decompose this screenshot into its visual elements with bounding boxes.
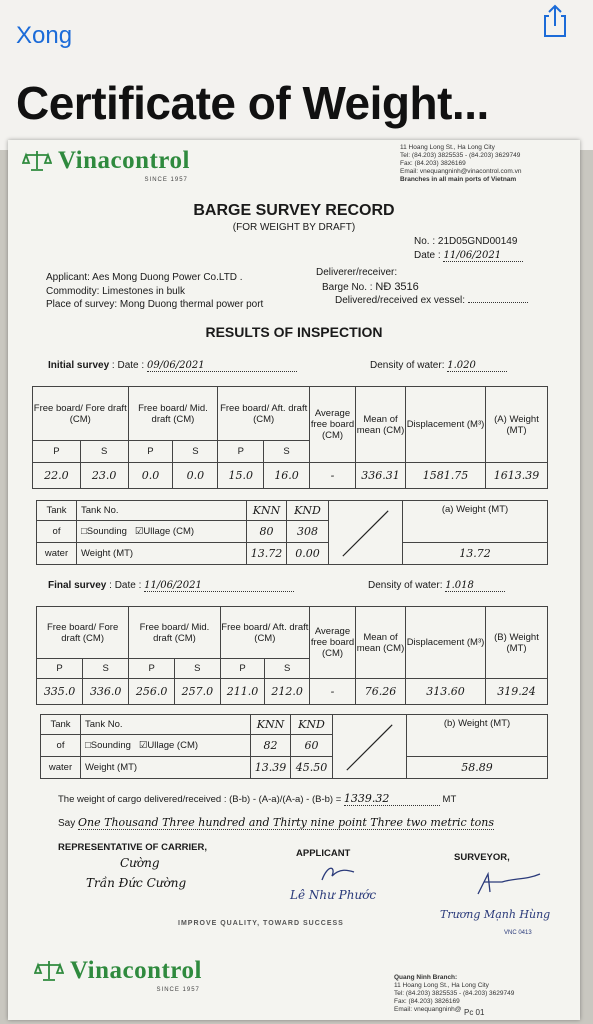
ullage-label: Ullage (CM) <box>143 526 195 537</box>
value-cell: 16.0 <box>264 463 310 489</box>
final-density-value: 1.018 <box>445 580 505 592</box>
address-line: Fax: (84.203) 3826169 <box>394 998 460 1005</box>
initial-tank-table <box>36 500 548 565</box>
address-line: Email: vnequangninh@ <box>394 1006 462 1013</box>
tank-weight-label: Weight (MT) <box>77 543 247 565</box>
final-tank-table <box>40 714 548 779</box>
final-date-value: 11/06/2021 <box>144 580 294 592</box>
ps-cell: P <box>129 659 175 679</box>
value-cell: 1613.39 <box>486 463 548 489</box>
surveyor-code: VNC 0413 <box>504 930 532 936</box>
scale-icon <box>34 959 64 983</box>
ullage-value: 80 <box>247 521 287 543</box>
header-cell: (B) Weight (MT) <box>486 607 548 679</box>
initial-label: Initial survey <box>48 360 110 371</box>
slash-mark <box>333 715 406 778</box>
final-date-label: : Date : <box>109 580 142 591</box>
share-icon[interactable] <box>539 4 571 38</box>
initial-survey-line <box>48 360 297 372</box>
tank-water-label: water <box>37 543 77 565</box>
value-cell: 212.0 <box>265 679 310 705</box>
value-cell: 257.0 <box>174 679 220 705</box>
value-cell: 15.0 <box>218 463 264 489</box>
place-of-survey: Place of survey: Mong Duong thermal power port <box>46 299 264 310</box>
value-cell: 336.31 <box>356 463 406 489</box>
say-text: One Thousand Three hundred and Thirty nine point Three two metric tons <box>78 816 494 829</box>
crossed-cell <box>333 715 407 779</box>
sounding-ullage-row <box>77 521 247 543</box>
value-cell: 336.0 <box>83 679 129 705</box>
cargo-weight-line <box>58 792 456 806</box>
brand-name: Vinacontrol <box>58 147 190 174</box>
initial-density-value: 1.020 <box>447 360 507 372</box>
say-line <box>58 816 494 830</box>
value-cell: 0.0 <box>173 463 218 489</box>
header-cell: Free board/ Fore draft (CM) <box>37 607 129 659</box>
barge-label: Barge No. : <box>322 282 373 293</box>
tank-no-label: Tank No. <box>81 715 251 735</box>
initial-draft-table <box>32 386 548 489</box>
value-cell: 211.0 <box>220 679 265 705</box>
record-title: BARGE SURVEY RECORD <box>193 202 395 219</box>
value-cell: 1581.75 <box>406 463 486 489</box>
commodity: Commodity: Limestones in bulk <box>46 286 185 297</box>
ps-cell: P <box>37 659 83 679</box>
delivered-ex-blank <box>468 302 528 303</box>
initial-date-value: 09/06/2021 <box>147 360 297 372</box>
footer-branch: Quang Ninh Branch: <box>394 974 458 981</box>
applicant: Applicant: Aes Mong Duong Power Co.LTD . <box>46 272 243 283</box>
page-title: Certificate of Weight... <box>16 77 489 129</box>
footer-since: SINCE 1957 <box>156 987 200 993</box>
certificate-document <box>8 140 580 1020</box>
header-cell: Free board/ Mid. draft (CM) <box>129 607 220 659</box>
record-date-value: 11/06/2021 <box>443 250 523 262</box>
final-density-label: Density of water: <box>368 580 443 591</box>
surveyor-signature-mark <box>474 868 544 898</box>
record-no-label: No. : <box>414 236 436 247</box>
header-cell: Free board/ Aft. draft (CM) <box>220 607 309 659</box>
sounding-label: Sounding <box>86 526 127 537</box>
header-cell: Free board/ Mid. draft (CM) <box>128 387 218 441</box>
ps-cell: S <box>265 659 310 679</box>
address-line: Fax: (84.203) 3826169 <box>400 160 466 167</box>
tank-col1: KNN <box>247 501 287 521</box>
header-cell: Free board/ Fore draft (CM) <box>33 387 129 441</box>
cargo-weight-value: 1339.32 <box>344 792 440 806</box>
address-line: Tel: (84.203) 3825535 - (84.203) 3629749 <box>400 152 521 159</box>
delivered-ex-vessel <box>335 295 528 306</box>
applicant-signature-mark <box>318 862 358 884</box>
checkbox-icon: □ <box>81 526 87 537</box>
weight-value: 45.50 <box>291 757 333 779</box>
barge-no <box>322 281 419 293</box>
checkbox-checked-icon: ☑ <box>138 740 148 751</box>
carrier-signature: Cường <box>120 856 160 870</box>
record-date <box>414 250 523 262</box>
tank-col2: KND <box>287 501 329 521</box>
top-bar <box>0 0 593 150</box>
header-address <box>400 144 560 184</box>
ps-cell: P <box>220 659 265 679</box>
cargo-weight-unit: MT <box>442 794 457 805</box>
vinacontrol-logo <box>22 147 190 183</box>
delivered-ex-label: Delivered/received ex vessel: <box>335 295 466 306</box>
weight-value: 13.72 <box>247 543 287 565</box>
final-density <box>368 580 505 592</box>
b-weight-label: (b) Weight (MT) <box>407 715 548 757</box>
cargo-formula: The weight of cargo delivered/received : (B-b) - (A-a)/(A-a) - (B-b) = <box>58 794 342 805</box>
b-weight-value: 58.89 <box>407 757 548 779</box>
ps-cell: P <box>33 441 81 463</box>
value-cell: - <box>310 679 356 705</box>
carrier-name: Trần Đức Cường <box>86 876 187 890</box>
tank-of-label: of <box>41 735 81 757</box>
value-cell: 0.0 <box>128 463 173 489</box>
record-no <box>414 236 517 247</box>
results-title: RESULTS OF INSPECTION <box>205 324 383 340</box>
carrier-label: REPRESENTATIVE OF CARRIER, <box>58 842 208 853</box>
final-label: Final survey <box>48 580 107 591</box>
address-line: Email: vnequangninh@vinacontrol.com.vn <box>400 168 522 175</box>
tank-col1: KNN <box>251 715 291 735</box>
tank-label: Tank <box>37 501 77 521</box>
header-cell: (A) Weight (MT) <box>486 387 548 463</box>
ullage-label: Ullage (CM) <box>147 740 199 751</box>
checkbox-icon: □ <box>85 740 91 751</box>
tank-of-label: of <box>37 521 77 543</box>
a-weight-value: 13.72 <box>403 543 548 565</box>
final-survey-line <box>48 580 294 592</box>
tank-weight-label: Weight (MT) <box>81 757 251 779</box>
address-line: 11 Hoang Long St., Ha Long City <box>400 144 495 151</box>
value-cell: 313.60 <box>406 679 486 705</box>
sounding-label: Sounding <box>90 740 131 751</box>
tank-water-label: water <box>41 757 81 779</box>
scale-icon <box>22 149 52 173</box>
ps-cell: S <box>83 659 129 679</box>
initial-density-label: Density of water: <box>370 360 445 371</box>
done-button[interactable]: Xong <box>16 22 73 49</box>
page-number: Pc 01 <box>464 1008 485 1017</box>
record-date-label: Date : <box>414 250 441 261</box>
ps-cell: S <box>80 441 128 463</box>
final-draft-table <box>36 606 548 705</box>
tank-label: Tank <box>41 715 81 735</box>
sounding-ullage-row <box>81 735 251 757</box>
address-line: 11 Hoang Long St., Ha Long City <box>394 982 489 989</box>
branches-note: Branches in all main ports of Vietnam <box>400 176 517 183</box>
ps-cell: P <box>218 441 264 463</box>
value-cell: 23.0 <box>80 463 128 489</box>
header-cell: Displacement (M³) <box>406 387 486 463</box>
value-cell: - <box>310 463 356 489</box>
barge-value: NĐ 3516 <box>375 281 419 293</box>
weight-value: 13.39 <box>251 757 291 779</box>
footer-brand-name: Vinacontrol <box>70 957 202 984</box>
value-cell: 76.26 <box>356 679 406 705</box>
ullage-value: 82 <box>251 735 291 757</box>
tank-col2: KND <box>291 715 333 735</box>
motto: IMPROVE QUALITY, TOWARD SUCCESS <box>178 920 344 927</box>
header-cell: Average free board (CM) <box>310 607 356 679</box>
ullage-value: 308 <box>287 521 329 543</box>
deliverer: Deliverer/receiver: <box>316 267 398 278</box>
record-subtitle: (FOR WEIGHT BY DRAFT) <box>232 222 356 233</box>
checkbox-checked-icon: ☑ <box>134 526 144 537</box>
footer-logo <box>34 957 202 993</box>
address-line: Tel: (84.203) 3825535 - (84.203) 3629749 <box>394 990 515 997</box>
ps-cell: S <box>174 659 220 679</box>
header-cell: Displacement (M³) <box>406 607 486 679</box>
value-cell: 319.24 <box>486 679 548 705</box>
say-label: Say <box>58 818 76 829</box>
header-cell: Average free board (CM) <box>310 387 356 463</box>
value-cell: 22.0 <box>33 463 81 489</box>
brand-since: SINCE 1957 <box>144 177 188 183</box>
value-cell: 256.0 <box>129 679 175 705</box>
slash-mark <box>329 501 402 564</box>
ps-cell: P <box>128 441 173 463</box>
ps-cell: S <box>264 441 310 463</box>
header-cell: Free board/ Aft. draft (CM) <box>218 387 310 441</box>
header-cell: Mean of mean (CM) <box>356 607 406 679</box>
value-cell: 335.0 <box>37 679 83 705</box>
ps-cell: S <box>173 441 218 463</box>
weight-value: 0.00 <box>287 543 329 565</box>
applicant-label: APPLICANT <box>296 848 351 859</box>
ullage-value: 60 <box>291 735 333 757</box>
applicant-name: Lê Như Phước <box>290 888 377 902</box>
record-no-value: 21D05GND00149 <box>437 236 518 247</box>
crossed-cell <box>329 501 403 565</box>
tank-no-label: Tank No. <box>77 501 247 521</box>
initial-date-label: : Date : <box>111 360 145 371</box>
a-weight-label: (a) Weight (MT) <box>403 501 548 543</box>
surveyor-label: SURVEYOR, <box>454 852 510 863</box>
initial-density <box>370 360 507 372</box>
header-cell: Mean of mean (CM) <box>356 387 406 463</box>
surveyor-name: Trương Mạnh Hùng <box>440 908 551 921</box>
